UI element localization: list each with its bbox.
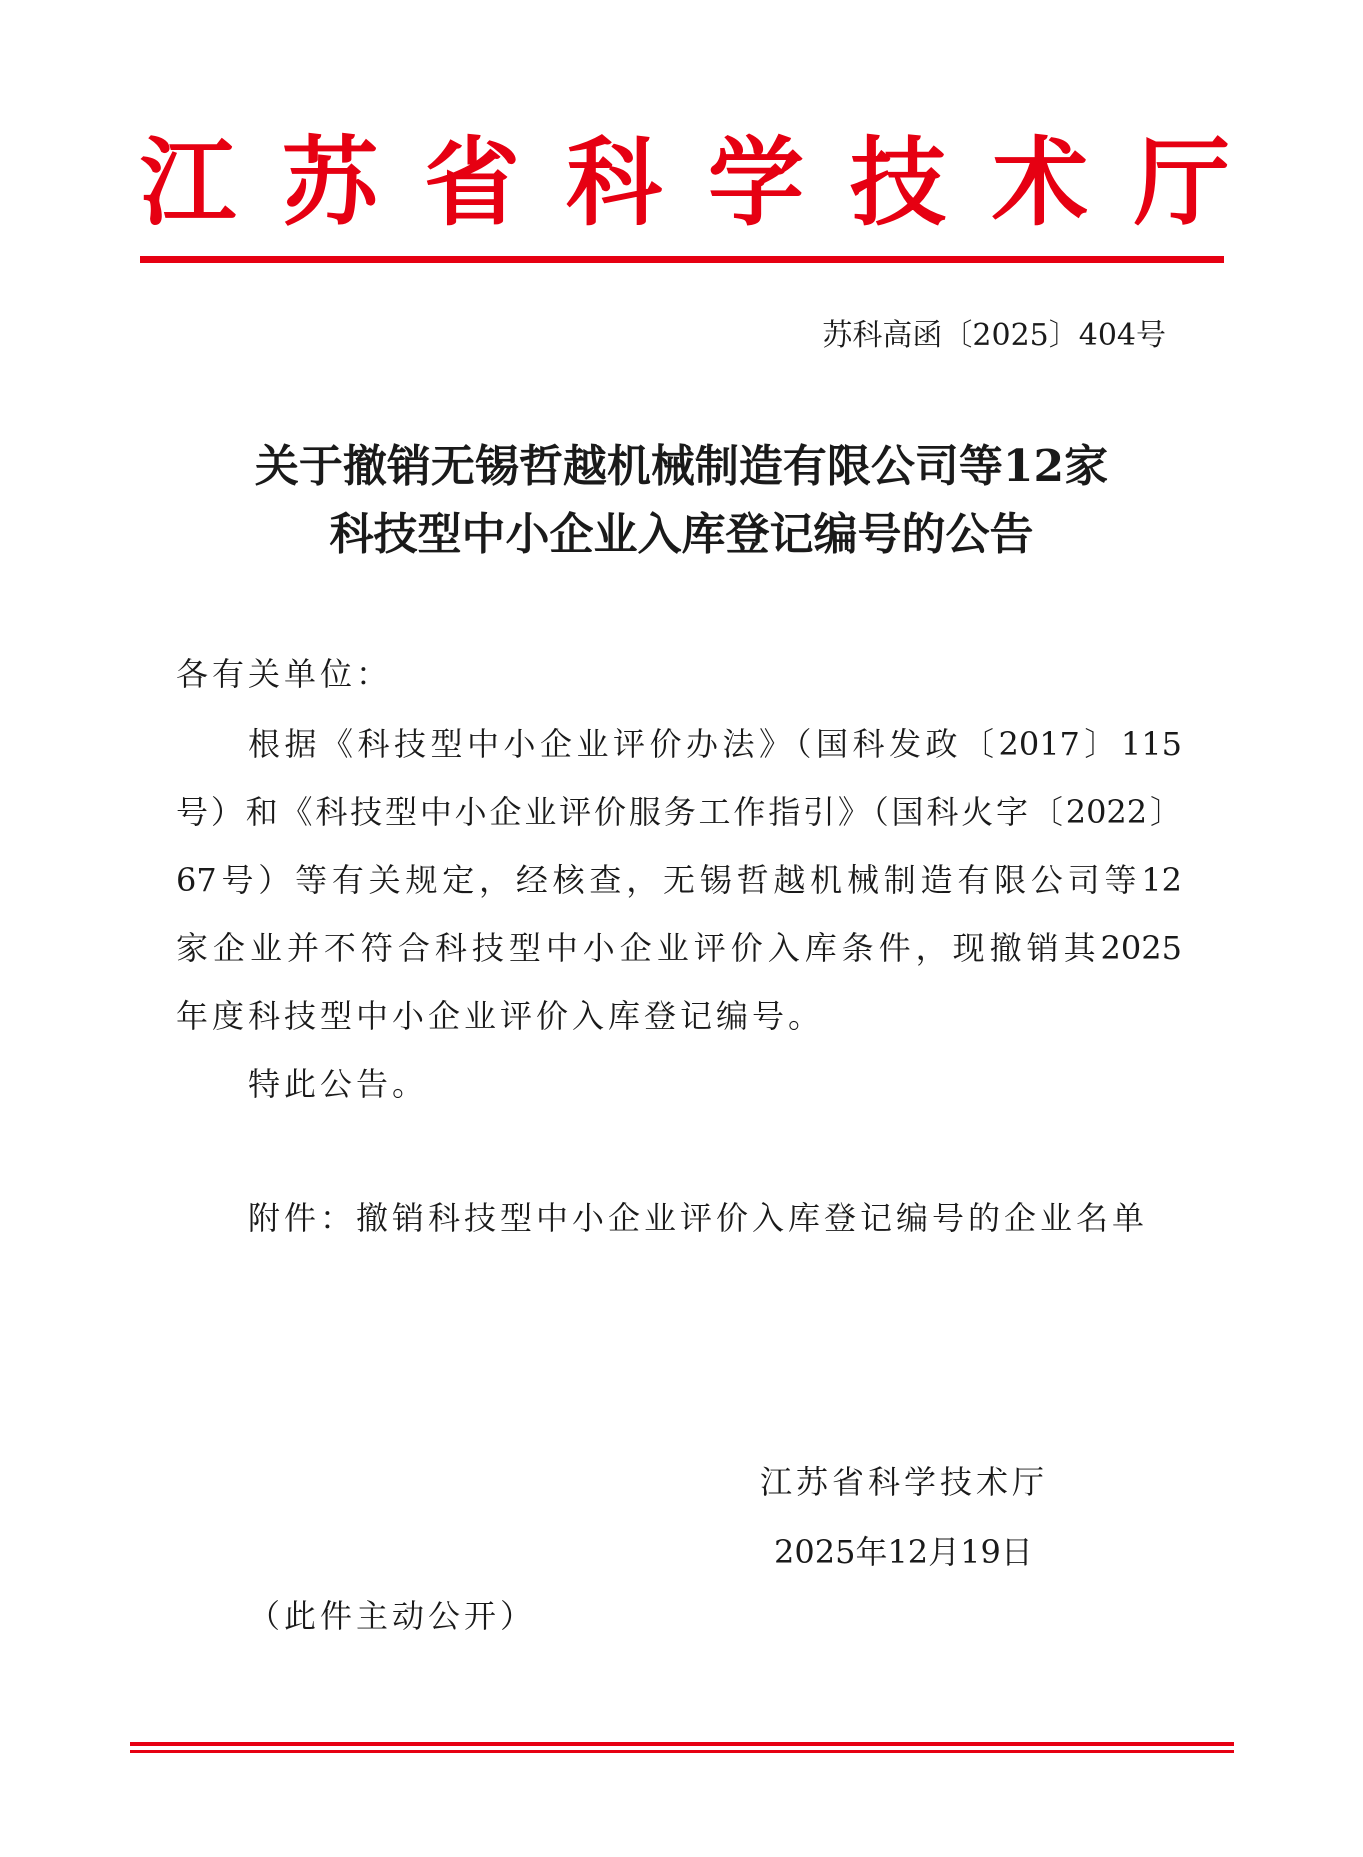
salutation: 各有关单位： (176, 655, 393, 693)
footer-red-rule-thin (130, 1750, 1234, 1753)
agency-header-char: 科 (566, 127, 662, 239)
agency-header-char: 技 (850, 127, 946, 239)
body-line: 67号）等有关规定，经核查，无锡哲越机械制造有限公司等12 (176, 861, 1182, 899)
signature-date: 2025年12月19日 (774, 1533, 1033, 1571)
body-line: 年度科技型中小企业评价入库登记编号。 (176, 997, 825, 1035)
document-title-line-2: 科技型中小企业入库登记编号的公告 (329, 509, 1034, 560)
body-line: 根据《科技型中小企业评价办法》（国科发政〔2017〕115 (248, 725, 1182, 763)
signatory-agency: 江苏省科学技术厅 (760, 1463, 1049, 1501)
document-number: 苏科高函〔2025〕404号 (822, 318, 1166, 353)
body-line: 号）和《科技型中小企业评价服务工作指引》（国科火字〔2022〕 (176, 793, 1182, 831)
agency-header-char: 厅 (1134, 127, 1230, 239)
public-disclosure-note: （此件主动公开） (248, 1597, 537, 1635)
agency-header-char: 学 (708, 127, 804, 239)
attachment-line: 附件：撤销科技型中小企业评价入库登记编号的企业名单 (248, 1199, 1149, 1237)
agency-header-char: 江 (140, 127, 236, 239)
footer-red-rule (130, 1742, 1234, 1746)
agency-header-char: 苏 (282, 127, 378, 239)
agency-header (140, 128, 1230, 238)
body-line: 家企业并不符合科技型中小企业评价入库条件，现撤销其2025 (176, 929, 1182, 967)
agency-header-char: 术 (992, 127, 1088, 239)
agency-header-char: 省 (424, 127, 520, 239)
document-title-line-1: 关于撤销无锡哲越机械制造有限公司等12家 (254, 441, 1109, 492)
closing-statement: 特此公告。 (248, 1065, 429, 1103)
header-red-rule (140, 256, 1224, 263)
